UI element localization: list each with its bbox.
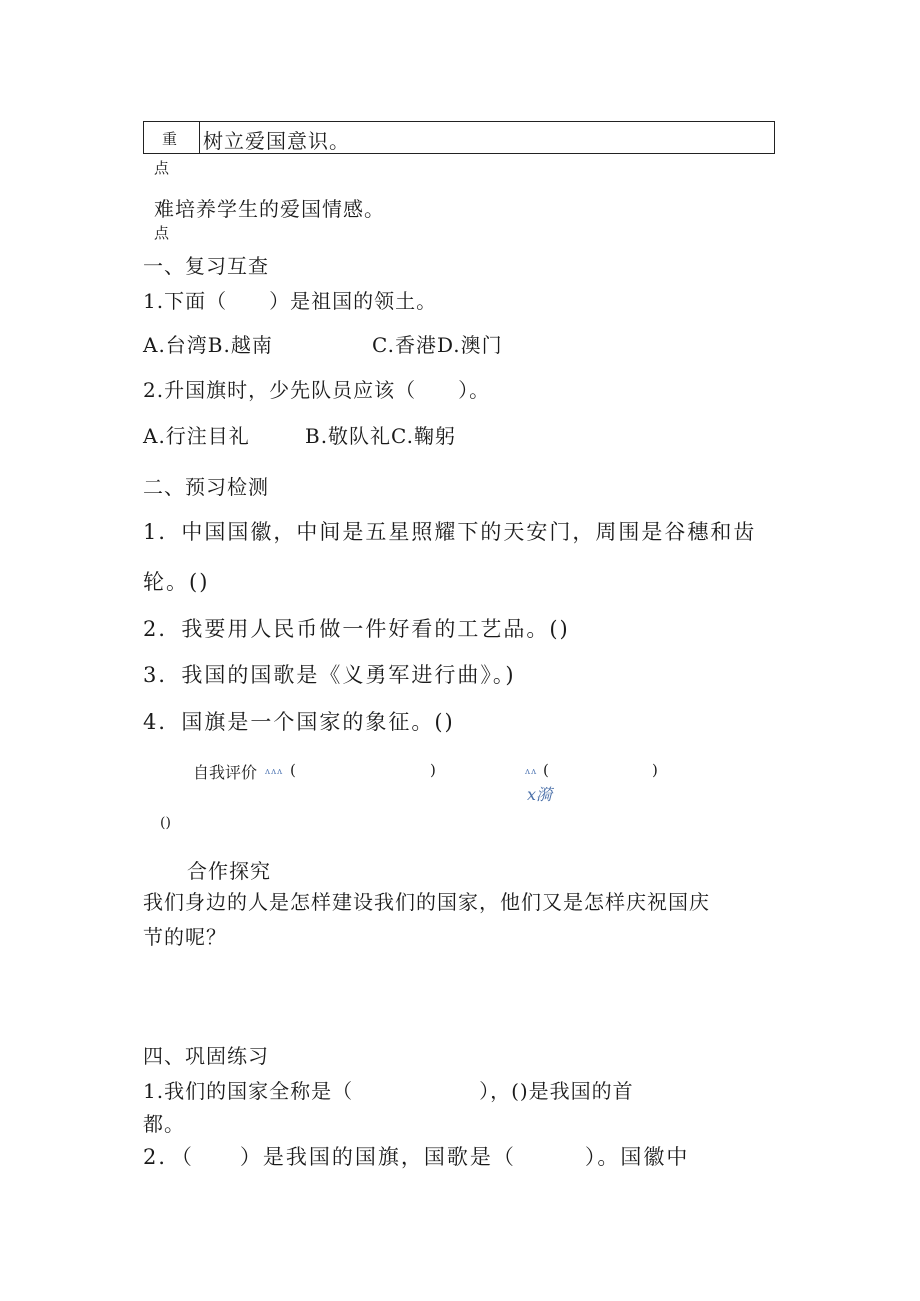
focus-label-bottom: 点	[154, 159, 170, 177]
difficulty-line	[154, 193, 385, 222]
difficulty-label: 难	[154, 197, 175, 221]
self-eval-paren1-close: )	[430, 761, 436, 779]
section2-item3: 3．我国的国歌是《义勇军进行曲》。)	[143, 663, 516, 687]
section1-title: 一、复习互查	[143, 254, 269, 278]
self-eval-mark1: ʌʌʌ	[265, 767, 284, 777]
self-eval-paren2-close: )	[652, 761, 658, 779]
section4-q1-line1: 1.我们的国家全称是（ ），()是我国的首	[143, 1079, 634, 1103]
self-eval-note: x漪	[527, 785, 553, 804]
section1-q1-options-a: A.台湾B.越南	[143, 333, 273, 357]
self-eval-mark2: ʌʌ	[525, 767, 538, 777]
section3-line2: 节的呢？	[143, 925, 227, 949]
section4-q1-line2: 都。	[143, 1112, 185, 1136]
focus-content: 树立爱国意识。	[203, 129, 350, 153]
table-divider	[199, 122, 200, 153]
section4-title: 四、巩固练习	[143, 1044, 269, 1068]
section1-q1: 1.下面（ ）是祖国的领土。	[143, 289, 438, 313]
difficulty-content: 培养学生的爱国情感。	[175, 197, 385, 221]
section2-item2: 2．我要用人民币做一件好看的工艺品。()	[143, 617, 570, 641]
section4-q2-line1: 2．（ ）是我国的国旗，国歌是（ ）。国徽中	[143, 1145, 690, 1169]
section1-q1-options-b: C.香港D.澳门	[372, 333, 503, 357]
self-eval-paren3: ()	[160, 815, 171, 831]
section3-line1: 我们身边的人是怎样建设我们的国家，他们又是怎样庆祝国庆	[143, 890, 710, 914]
self-eval-paren1-open: (	[290, 761, 296, 779]
section1-q2-options-b: B.敬队礼C.鞠躬	[305, 424, 457, 448]
section3-title: 合作探究	[187, 859, 271, 883]
section2-item1-line1: 1．中国国徽，中间是五星照耀下的天安门，周围是谷穗和齿	[143, 520, 757, 544]
section2-item4: 4．国旗是一个国家的象征。()	[143, 710, 455, 734]
focus-label-top: 重	[162, 130, 178, 148]
section2-item1-line2: 轮。()	[143, 570, 210, 594]
self-eval-label: 自我评价	[193, 763, 258, 782]
difficulty-label-bottom: 点	[154, 224, 170, 242]
section1-q2-options-a: A.行注目礼	[143, 424, 250, 448]
section2-title: 二、预习检测	[143, 475, 269, 499]
section1-q2: 2.升国旗时，少先队员应该（ ）。	[143, 378, 491, 402]
self-eval-paren2-open: (	[543, 761, 549, 779]
